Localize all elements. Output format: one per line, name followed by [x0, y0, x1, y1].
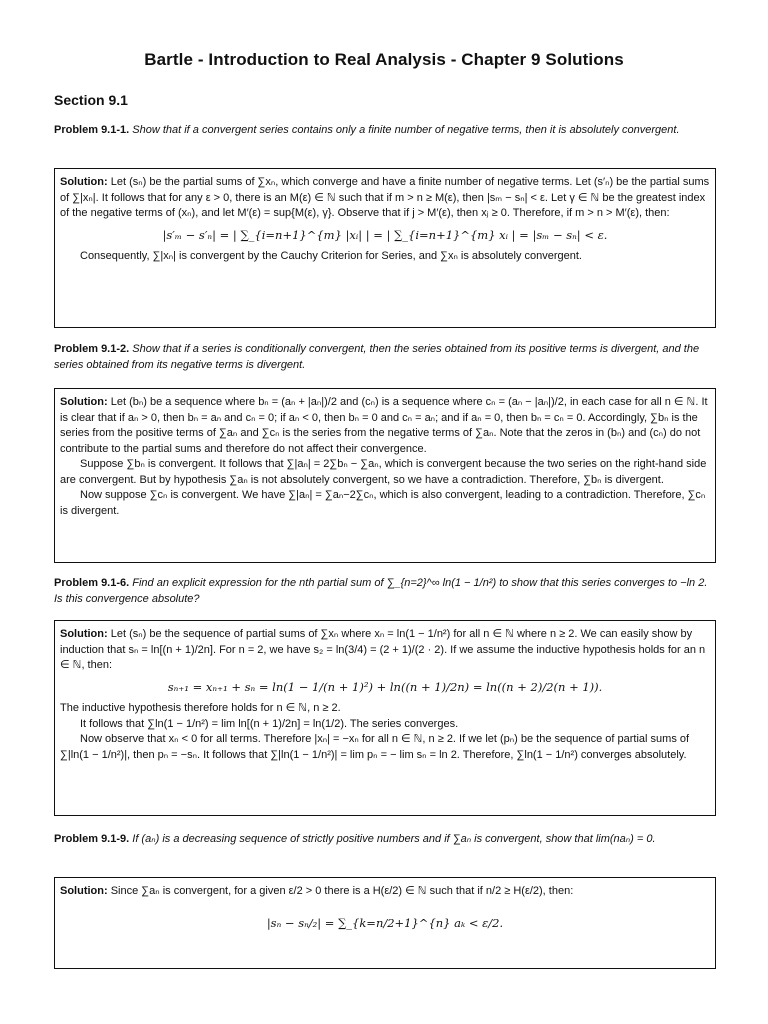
- solution-paragraph: It follows that ∑ln(1 − 1/n²) = lim ln[(n + 1)/2n] = ln(1/2). The series converges.: [80, 717, 459, 730]
- solution-box: [54, 877, 716, 969]
- problem-statement: [54, 341, 716, 373]
- problem-label: Problem 9.1-2.: [54, 343, 130, 355]
- problem-statement: [54, 122, 716, 138]
- problem-statement: [54, 831, 716, 847]
- solution-paragraph: Consequently, ∑|xₙ| is convergent by the Cauchy Criterion for Series, and ∑xₙ is absolutely convergent.: [80, 250, 582, 262]
- display-equation: |sₙ − sₙ/₂| = ∑_{k=n/2+1}^{n} aₖ < ε/2.: [266, 915, 504, 930]
- problem-text: Show that if a convergent series contains only a finite number of negative terms, then it is absolutely convergent.: [132, 124, 680, 136]
- solution-box: [54, 388, 716, 563]
- solution-paragraph: Suppose ∑bₙ is convergent. It follows that ∑|aₙ| = 2∑bₙ − ∑aₙ, which is convergent because the two series on the right-hand side are convergent. But by hypothesis ∑aₙ is not absolutely convergent, so we have a contradiction. Therefore, ∑bₙ is divergent.: [60, 458, 707, 486]
- display-equation: sₙ₊₁ = xₙ₊₁ + sₙ = ln(1 − 1/(n + 1)²) + ln((n + 1)/2n) = ln((n + 2)/2(n + 1)).: [167, 679, 603, 694]
- solution-paragraph: The inductive hypothesis therefore holds for n ∈ ℕ, n ≥ 2.: [60, 702, 341, 714]
- solution-paragraph: Since ∑aₙ is convergent, for a given ε/2 > 0 there is a H(ε/2) ∈ ℕ such that if n/2 ≥ H(ε/2), then:: [110, 885, 574, 897]
- problem-statement: [54, 575, 716, 607]
- solution-box: [54, 620, 716, 816]
- solution-paragraph: Now observe that xₙ < 0 for all terms. Therefore |xₙ| = −xₙ for all n ∈ ℕ, n ≥ 2. If we let (pₙ) be the sequence of partial sums of ∑|ln(1 − 1/n²)|, then pₙ = −sₙ. It follows that ∑|ln(1 − 1/n²)| = lim pₙ = − lim sₙ = ln 2. Therefore, ∑ln(1 − 1/n²) converges absolutely.: [60, 733, 690, 761]
- solution-label: Solution:: [60, 628, 108, 640]
- solution-paragraph: Let (bₙ) be a sequence where bₙ = (aₙ + |aₙ|)/2 and (cₙ) is a sequence where cₙ = (aₙ − |aₙ|)/2, in each case for all n ∈ ℕ. It is clear that if aₙ > 0, then bₙ = aₙ and cₙ = 0; if aₙ < 0, then bₙ = 0 and cₙ = aₙ; and if aₙ = 0, then bₙ = cₙ = 0. Accordingly, ∑bₙ is the series from the positive terms of ∑aₙ and ∑cₙ is the series from the negative terms of ∑aₙ. Note that the zeros in (bₙ) and (cₙ) do not contribute to the partial sums and therefore do not affect their convergence.: [60, 396, 708, 455]
- solution-label: Solution:: [60, 396, 108, 408]
- problem-label: Problem 9.1-1.: [54, 124, 130, 136]
- solution-paragraph: Now suppose ∑cₙ is convergent. We have ∑|aₙ| = ∑aₙ−2∑cₙ, which is also convergent, leading to a contradiction. Therefore, ∑cₙ is divergent.: [60, 489, 706, 517]
- solution-label: Solution:: [60, 885, 108, 897]
- solution-box: [54, 168, 716, 328]
- display-equation: |s′ₘ − s′ₙ| = | ∑_{i=n+1}^{m} |xᵢ| | = | ∑_{i=n+1}^{m} xᵢ | = |sₘ − sₙ| < ε.: [162, 227, 608, 242]
- solution-paragraph: Let (sₙ) be the partial sums of ∑xₙ, which converge and have a finite number of negative terms. Let (s′ₙ) be the partial sums of ∑|xₙ|. It follows that for any ε > 0, there is an M(ε) ∈ ℕ such that if m > n ≥ M(ε), then |sₘ − sₙ| < ε. Let γ ∈ ℕ be the greatest index of the negative terms of (xₙ), and let M′(ε) = sup{M(ε), γ}. Observe that if j > M′(ε), then xⱼ ≥ 0. Therefore, if m > n > M′(ε), then:: [60, 176, 710, 219]
- section-heading: Section 9.1: [54, 92, 128, 108]
- solution-paragraph: Let (sₙ) be the sequence of partial sums of ∑xₙ where xₙ = ln(1 − 1/n²) for all n ∈ ℕ where n ≥ 2. We can easily show by induction that sₙ = ln[(n + 1)/2n]. For n = 2, we have s₂ = ln(3/4) = (2 + 1)/(2 · 2). If we assume the inductive hypothesis holds for an n ∈ ℕ, then:: [60, 628, 706, 671]
- document-title: Bartle - Introduction to Real Analysis - Chapter 9 Solutions: [144, 50, 624, 69]
- problem-text: Find an explicit expression for the nth partial sum of ∑_{n=2}^∞ ln(1 − 1/n²) to show that this series converges to −ln 2. Is this convergence absolute?: [54, 577, 708, 605]
- problem-text: If (aₙ) is a decreasing sequence of strictly positive numbers and if ∑aₙ is convergent, show that lim(naₙ) = 0.: [132, 833, 656, 845]
- problem-label: Problem 9.1-9.: [54, 833, 130, 845]
- solution-label: Solution:: [60, 176, 108, 188]
- problem-label: Problem 9.1-6.: [54, 577, 130, 589]
- problem-text: Show that if a series is conditionally convergent, then the series obtained from its positive terms is divergent, and the series obtained from its negative terms is divergent.: [54, 343, 700, 371]
